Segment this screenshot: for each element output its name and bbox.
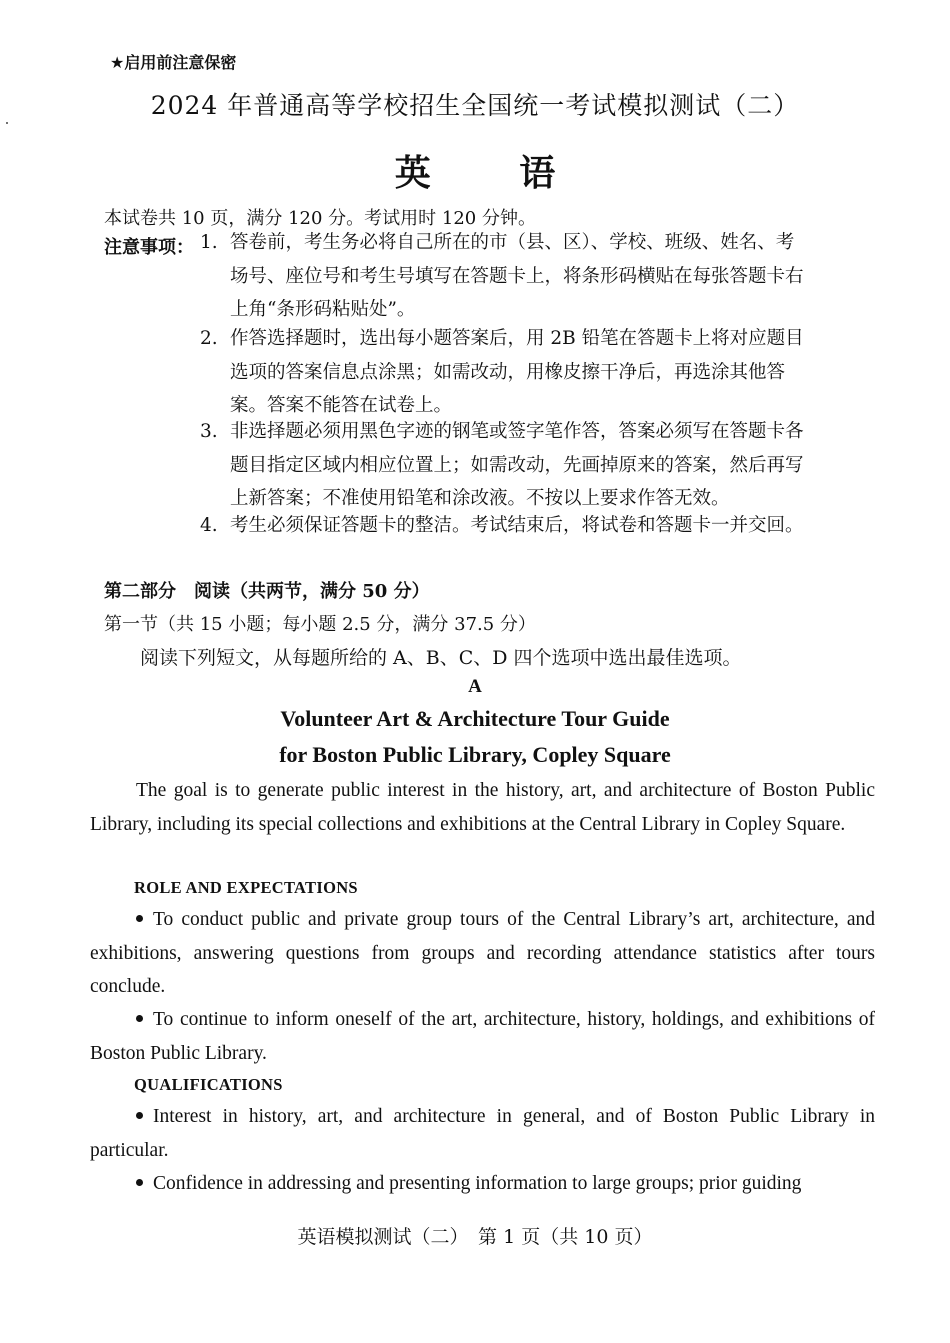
note-number: 2. xyxy=(200,328,218,349)
passage-title-line2: for Boston Public Library, Copley Square xyxy=(279,742,671,767)
role-heading: ROLE AND EXPECTATIONS xyxy=(134,878,358,897)
bullet-icon xyxy=(136,1179,143,1186)
qualification-item-text: Interest in history, art, and architecture in general, and of Boston Public Library in particular. xyxy=(90,1106,875,1161)
role-item xyxy=(90,903,875,1004)
section-directions: 阅读下列短文，从每题所给的 A、B、C、D 四个选项中选出最佳选项。 xyxy=(140,647,742,669)
note-line: 作答选择题时，选出每小题答案后，用 2B 铅笔在答题卡上将对应题目 xyxy=(230,328,804,349)
note-line: 上角“条形码粘贴处”。 xyxy=(230,299,416,320)
page-footer: 英语模拟测试（二） 第 1 页（共 10 页） xyxy=(297,1226,653,1248)
note-item xyxy=(200,415,880,516)
exam-intro: 本试卷共 10 页，满分 120 分。考试用时 120 分钟。 xyxy=(104,208,536,229)
qualifications-heading: QUALIFICATIONS xyxy=(134,1075,283,1094)
confidential-label: ★启用前注意保密 xyxy=(110,53,237,72)
scan-speck xyxy=(6,122,8,124)
note-item xyxy=(200,226,880,327)
bullet-icon xyxy=(136,1112,143,1119)
note-line: 案。答案不能答在试卷上。 xyxy=(230,395,453,416)
note-number: 1. xyxy=(200,232,218,253)
qualification-item xyxy=(90,1167,875,1201)
bullet-icon xyxy=(136,1015,143,1022)
passage-intro: The goal is to generate public interest in the history, art, and architecture of Boston Public Library, including its special collections and exhibitions at the Central Library in Copley Square. xyxy=(90,780,875,835)
qualification-item-text: Confidence in addressing and presenting information to large groups; prior guiding xyxy=(153,1173,802,1194)
bullet-icon xyxy=(136,915,143,922)
passage-letter: A xyxy=(468,676,482,697)
notes-label: 注意事项： xyxy=(104,237,194,258)
note-line: 非选择题必须用黑色字迹的钢笔或签字笔作答，答案必须写在答题卡各 xyxy=(230,421,804,442)
note-line: 场号、座位号和考生号填写在答题卡上，将条形码横贴在每张答题卡右 xyxy=(230,265,804,287)
note-number: 4. xyxy=(200,515,218,536)
note-line: 题目指定区域内相应位置上；如需改动，先画掉原来的答案，然后再写 xyxy=(230,454,804,476)
exam-title: 2024 年普通高等学校招生全国统一考试模拟测试（二） xyxy=(150,91,800,120)
note-number: 3. xyxy=(200,421,218,442)
note-item xyxy=(200,322,880,423)
role-item-text: To continue to inform oneself of the art, architecture, history, holdings, and exhibitions of Boston Public Library. xyxy=(90,1009,875,1064)
note-line: 上新答案；不准使用铅笔和涂改液。不按以上要求作答无效。 xyxy=(230,488,730,509)
section-title: 第一节（共 15 小题；每小题 2.5 分，满分 37.5 分） xyxy=(104,614,536,635)
subject-title: 英 语 xyxy=(394,153,594,194)
role-item-text: To conduct public and private group tours of the Central Library’s art, architecture, and exhibitions, answering questions from groups and recording attendance statistics after tours conclude. xyxy=(90,909,875,997)
note-line: 答卷前，考生务必将自己所在的市（县、区）、学校、班级、姓名、考 xyxy=(230,232,795,253)
note-line: 考生必须保证答题卡的整洁。考试结束后，将试卷和答题卡一并交回。 xyxy=(230,515,804,536)
qualification-item xyxy=(90,1100,875,1167)
role-item xyxy=(90,1003,875,1070)
part-title: 第二部分 阅读（共两节，满分 50 分） xyxy=(104,581,430,602)
note-item xyxy=(200,509,880,543)
passage-title-line1: Volunteer Art & Architecture Tour Guide xyxy=(280,706,670,731)
note-line: 选项的答案信息点涂黑；如需改动，用橡皮擦干净后，再选涂其他答 xyxy=(230,361,786,383)
